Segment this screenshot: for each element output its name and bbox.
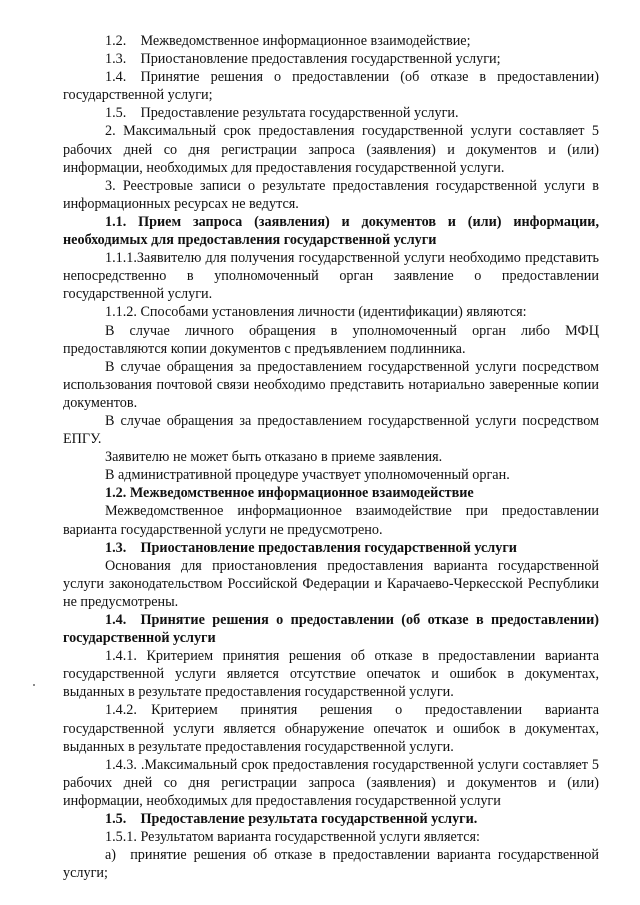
paragraph-1-1-2: 1.1.2. Способами установления личности (идентификации) являются:: [105, 304, 527, 321]
list-item-1-3: 1.3. Приостановление предоставления государственной услуги;: [105, 51, 501, 68]
list-item-1-2: 1.2. Межведомственное информационное взаимодействие;: [105, 33, 471, 49]
paragraph-item-a: а) принятие решения об отказе в предоставлении варианта государственной услуги;: [63, 847, 599, 882]
heading-1-4: 1.4. Принятие решения о предоставлении (об отказе в предоставлении) государственной услуги: [63, 612, 599, 647]
scan-speck: [33, 684, 35, 686]
paragraph-personal-visit: В случае личного обращения в уполномоченный орган либо МФЦ предоставляются копии документов с предъявлением подлинника.: [63, 322, 599, 357]
heading-1-2: 1.2. Межведомственное информационное взаимодействие: [105, 485, 474, 502]
list-item-1-5: 1.5. Предоставление результата государственной услуги.: [105, 105, 459, 122]
paragraph-epgu: В случае обращения за предоставлением государственной услуги посредством ЕПГУ.: [63, 412, 599, 448]
paragraph-postal: В случае обращения за предоставлением государственной услуги посредством использования почтовой связи необходимо представить нотариально заверенные копии документов.: [63, 358, 599, 411]
paragraph-1-5-1: 1.5.1. Результатом варианта государственной услуги является:: [105, 829, 480, 846]
list-item-1-4: 1.4. Принятие решения о предоставлении (об отказе в предоставлении) государственной услуги;: [63, 69, 599, 104]
document-body: [63, 32, 599, 882]
paragraph-1-4-3: 1.4.3. .Максимальный срок предоставления государственной услуги составляет 5 рабочих дней со дня регистрации запроса (заявления) и документов и (или) информации, необходимых для предоставления государственной услуги: [63, 756, 599, 809]
paragraph-1-4-2: 1.4.2. Критерием принятия решения о предоставлении варианта государственной услуги является обнаружение опечаток и ошибок в документах, выданных в результате предоставления государственной услуги.: [63, 702, 599, 755]
heading-1-1: 1.1. Прием запроса (заявления) и документов и (или) информации, необходимых для предоставления государственной услуги: [63, 213, 599, 249]
paragraph-interaction: Межведомственное информационное взаимодействие при предоставлении варианта государственной услуги не предусмотрено.: [63, 503, 599, 538]
paragraph-no-refusal: Заявителю не может быть отказано в приеме заявления.: [105, 449, 443, 466]
paragraph-max-term: 2. Максимальный срок предоставления государственной услуги составляет 5 рабочих дней со дня регистрации запроса (заявления) и документов и (или) информации, необходимых для предоставления государственной услуги.: [63, 123, 599, 176]
paragraph-registry: 3. Реестровые записи о результате предоставления государственной услуги в информационных ресурсах не ведутся.: [63, 177, 599, 212]
heading-1-3: 1.3. Приостановление предоставления государственной услуги: [105, 539, 517, 556]
paragraph-participant: В административной процедуре участвует уполномоченный орган.: [105, 467, 510, 484]
heading-1-5: 1.5. Предоставление результата государственной услуги.: [105, 811, 478, 828]
paragraph-suspension: Основания для приостановления предоставления варианта государственной услуги законодательством Российской Федерации и Карачаево-Черкесской Республики не предусмотрены.: [63, 557, 599, 610]
paragraph-1-1-1: 1.1.1.Заявителю для получения государственной услуги необходимо представить непосредственно в уполномоченный орган заявление о предоставлении государственной услуги.: [63, 250, 599, 303]
paragraph-1-4-1: 1.4.1. Критерием принятия решения об отказе в предоставлении варианта государственной услуги является отсутствие опечаток и ошибок в документах, выданных в результате предоставления государственной услуги.: [63, 648, 599, 701]
